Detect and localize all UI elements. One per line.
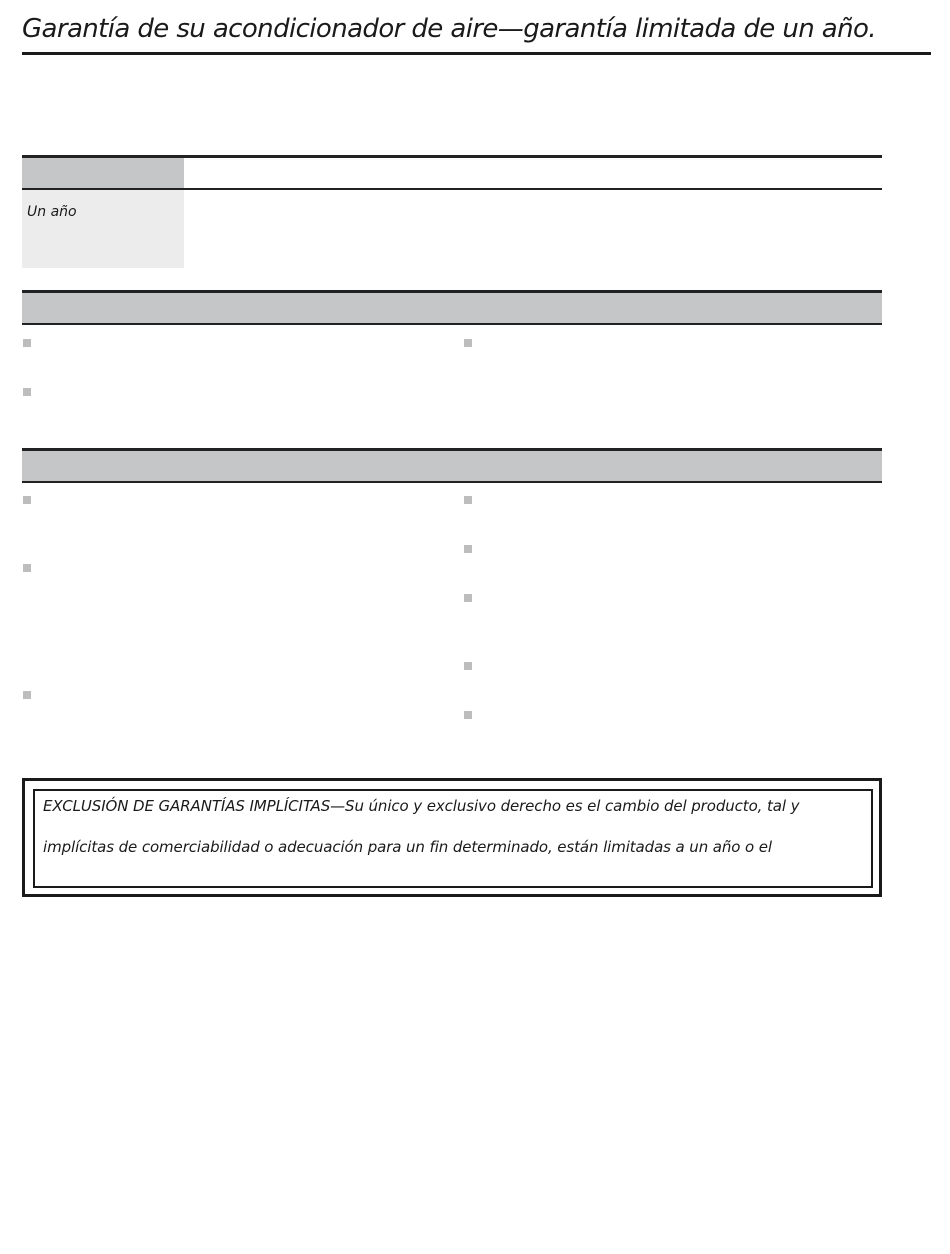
bullet-marker: [464, 594, 472, 602]
coverage-section: [22, 290, 882, 410]
bullet-marker: [23, 388, 31, 396]
section-header-band: [22, 293, 882, 323]
bullet-marker: [23, 339, 31, 347]
bullet-marker: [464, 496, 472, 504]
bullet-marker: [464, 545, 472, 553]
bullet-marker: [23, 496, 31, 504]
implied-warranty-exclusion-box: [22, 778, 882, 897]
bullet-marker: [23, 691, 31, 699]
section-header-rule: [22, 481, 882, 483]
page-title: Garantía de su acondicionador de aire—garantía limitada de un año.: [22, 14, 876, 44]
bullet-marker: [23, 564, 31, 572]
warranty-table: [22, 155, 882, 268]
bullet-marker: [464, 339, 472, 347]
exclusions-section: [22, 448, 882, 728]
table-header-cell: [22, 158, 184, 188]
warranty-period-cell: [22, 190, 184, 268]
exclusion-text-line-2: implícitas de comerciabilidad o adecuación para un fin determinado, están limitadas a un año o el: [43, 838, 772, 856]
warranty-period-label: Un año: [27, 204, 77, 220]
exclusion-text-line-1: EXCLUSIÓN DE GARANTÍAS IMPLÍCITAS—Su único y exclusivo derecho es el cambio del producto, tal y: [43, 797, 800, 815]
bullet-marker: [464, 711, 472, 719]
section-header-band: [22, 451, 882, 481]
exclusion-inner-frame: [33, 789, 873, 888]
bullet-marker: [464, 662, 472, 670]
title-underline: [22, 52, 931, 55]
section-header-rule: [22, 323, 882, 325]
